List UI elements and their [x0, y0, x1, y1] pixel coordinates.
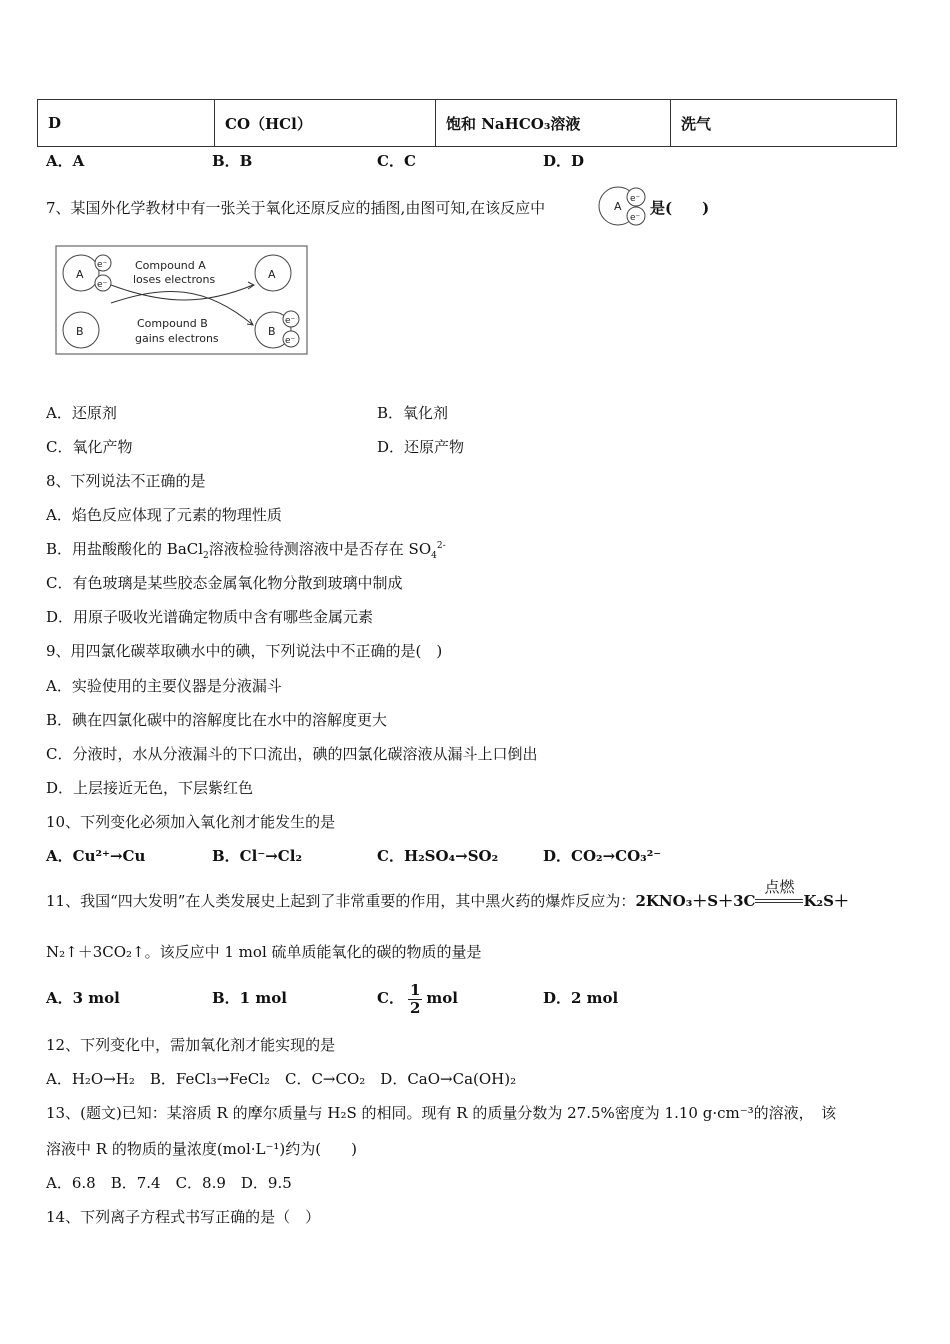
gains-electrons-label: gains electrons	[135, 332, 219, 345]
q11-option-a: A．3 mol	[46, 989, 120, 1007]
table-cell: D	[38, 100, 215, 147]
electron-label: e⁻	[97, 280, 108, 290]
table-cell: 洗气	[671, 100, 897, 147]
fraction-denominator: 2	[409, 998, 421, 1017]
atom-b-label: B	[76, 325, 84, 338]
q11-c-label: C．	[377, 989, 404, 1007]
q6-option-c: C．C	[377, 152, 416, 170]
q11-stem-line1	[46, 878, 849, 911]
electron-label: e⁻	[285, 336, 296, 346]
q11-c-unit: mol	[426, 989, 458, 1007]
q8-option-a: A．焰色反应体现了元素的物理性质	[46, 506, 282, 524]
fraction	[408, 982, 422, 1017]
table-row	[38, 100, 897, 147]
q13-options: A．6.8 B．7.4 C．8.9 D．9.5	[46, 1174, 292, 1192]
q7-inline-atom-figure	[598, 185, 650, 227]
q7-stem-tail: 是( )	[650, 199, 710, 217]
q8-b-superscript: 2-	[436, 541, 446, 551]
q10-option-d: D．CO₂→CO₃²⁻	[543, 847, 662, 865]
compound-b-label: Compound B	[137, 317, 208, 330]
q11-stem-line2: N₂↑＋3CO₂↑。该反应中 1 mol 硫单质能氧化的碳的物质的量是	[46, 943, 482, 961]
q7-stem-text: 7、某国外化学教材中有一张关于氧化还原反应的插图,由图可知,在该反应中	[46, 199, 546, 217]
ignite-condition: 点燃	[764, 878, 795, 896]
q6-option-d: D．D	[543, 152, 585, 170]
q13-line1: 13、(题文)已知：某溶质 R 的摩尔质量与 H₂S 的相同。现有 R 的质量分数为 27.5%密度为 1.10 g·cm⁻³的溶液， 该	[46, 1104, 837, 1122]
table-cell: CO（HCl）	[215, 100, 436, 147]
electron-label: e⁻	[97, 260, 108, 270]
q8-stem: 8、下列说法不正确的是	[46, 472, 206, 490]
answer-table	[37, 99, 897, 147]
q7-option-a: A．还原剂	[46, 404, 117, 422]
q8-b-text-2: 溶液检验待测溶液中是否存在 SO	[208, 540, 432, 558]
q11-equation-left: 2KNO₃＋S＋3C	[635, 892, 756, 910]
q7-option-c: C．氧化产物	[46, 438, 133, 456]
redox-diagram	[55, 245, 309, 357]
q8-option-b	[46, 539, 446, 559]
atom-a-label: A	[76, 268, 84, 281]
ignite-arrow	[755, 878, 803, 911]
q14-stem: 14、下列离子方程式书写正确的是（ ）	[46, 1208, 321, 1226]
q7-stem	[46, 198, 545, 218]
q9-stem: 9、用四氯化碳萃取碘水中的碘，下列说法中不正确的是( )	[46, 642, 443, 660]
electron-label: e⁻	[285, 316, 296, 326]
q8-b-text: B．用盐酸酸化的 BaCl	[46, 540, 204, 558]
q10-option-c: C．H₂SO₄→SO₂	[377, 847, 499, 865]
q10-option-b: B．Cl⁻→Cl₂	[212, 847, 303, 865]
q7-option-b: B．氧化剂	[377, 404, 449, 422]
loses-electrons-label: loses electrons	[133, 273, 216, 286]
q13-line2: 溶液中 R 的物质的量浓度(mol·L⁻¹)约为( )	[46, 1140, 357, 1158]
q8-b-subscript: 2	[203, 551, 209, 561]
q8-option-d: D．用原子吸收光谱确定物质中含有哪些金属元素	[46, 608, 374, 626]
q10-stem: 10、下列变化必须加入氧化剂才能发生的是	[46, 813, 336, 831]
q8-b-subscript-2: 4	[431, 551, 437, 561]
q7-option-d: D．还原产物	[377, 438, 465, 456]
atom-b-label: B	[268, 325, 276, 338]
inline-atom-label: A	[614, 200, 622, 213]
q10-option-a: A．Cu²⁺→Cu	[46, 847, 146, 865]
q12-options: A．H₂O→H₂ B．FeCl₃→FeCl₂ C．C→CO₂ D．CaO→Ca(OH)₂	[46, 1070, 517, 1088]
q9-option-d: D．上层接近无色，下层紫红色	[46, 779, 254, 797]
q6-option-b: B．B	[212, 152, 253, 170]
q12-stem: 12、下列变化中，需加氧化剂才能实现的是	[46, 1036, 336, 1054]
q8-option-c: C．有色玻璃是某些胶态金属氧化物分散到玻璃中制成	[46, 574, 403, 592]
q6-option-a: A．A	[46, 152, 85, 170]
q11-stem-text: 11、我国“四大发明”在人类发展史上起到了非常重要的作用，其中黑火药的爆炸反应为：	[46, 892, 636, 910]
q9-option-b: B．碘在四氯化碳中的溶解度比在水中的溶解度更大	[46, 711, 388, 729]
inline-electron-label: e⁻	[630, 194, 641, 204]
compound-a-label: Compound A	[135, 259, 206, 272]
atom-a-label: A	[268, 268, 276, 281]
q11-option-b: B．1 mol	[212, 989, 287, 1007]
table-cell: 饱和 NaHCO₃溶液	[436, 100, 671, 147]
fraction-numerator: 1	[409, 980, 421, 999]
q9-option-c: C．分液时，水从分液漏斗的下口流出，碘的四氯化碳溶液从漏斗上口倒出	[46, 745, 538, 763]
q11-equation-right: K₂S＋	[803, 892, 849, 910]
q9-option-a: A．实验使用的主要仪器是分液漏斗	[46, 677, 282, 695]
inline-electron-label: e⁻	[630, 213, 641, 223]
q11-option-c	[377, 973, 458, 1023]
q11-option-d: D．2 mol	[543, 989, 619, 1007]
